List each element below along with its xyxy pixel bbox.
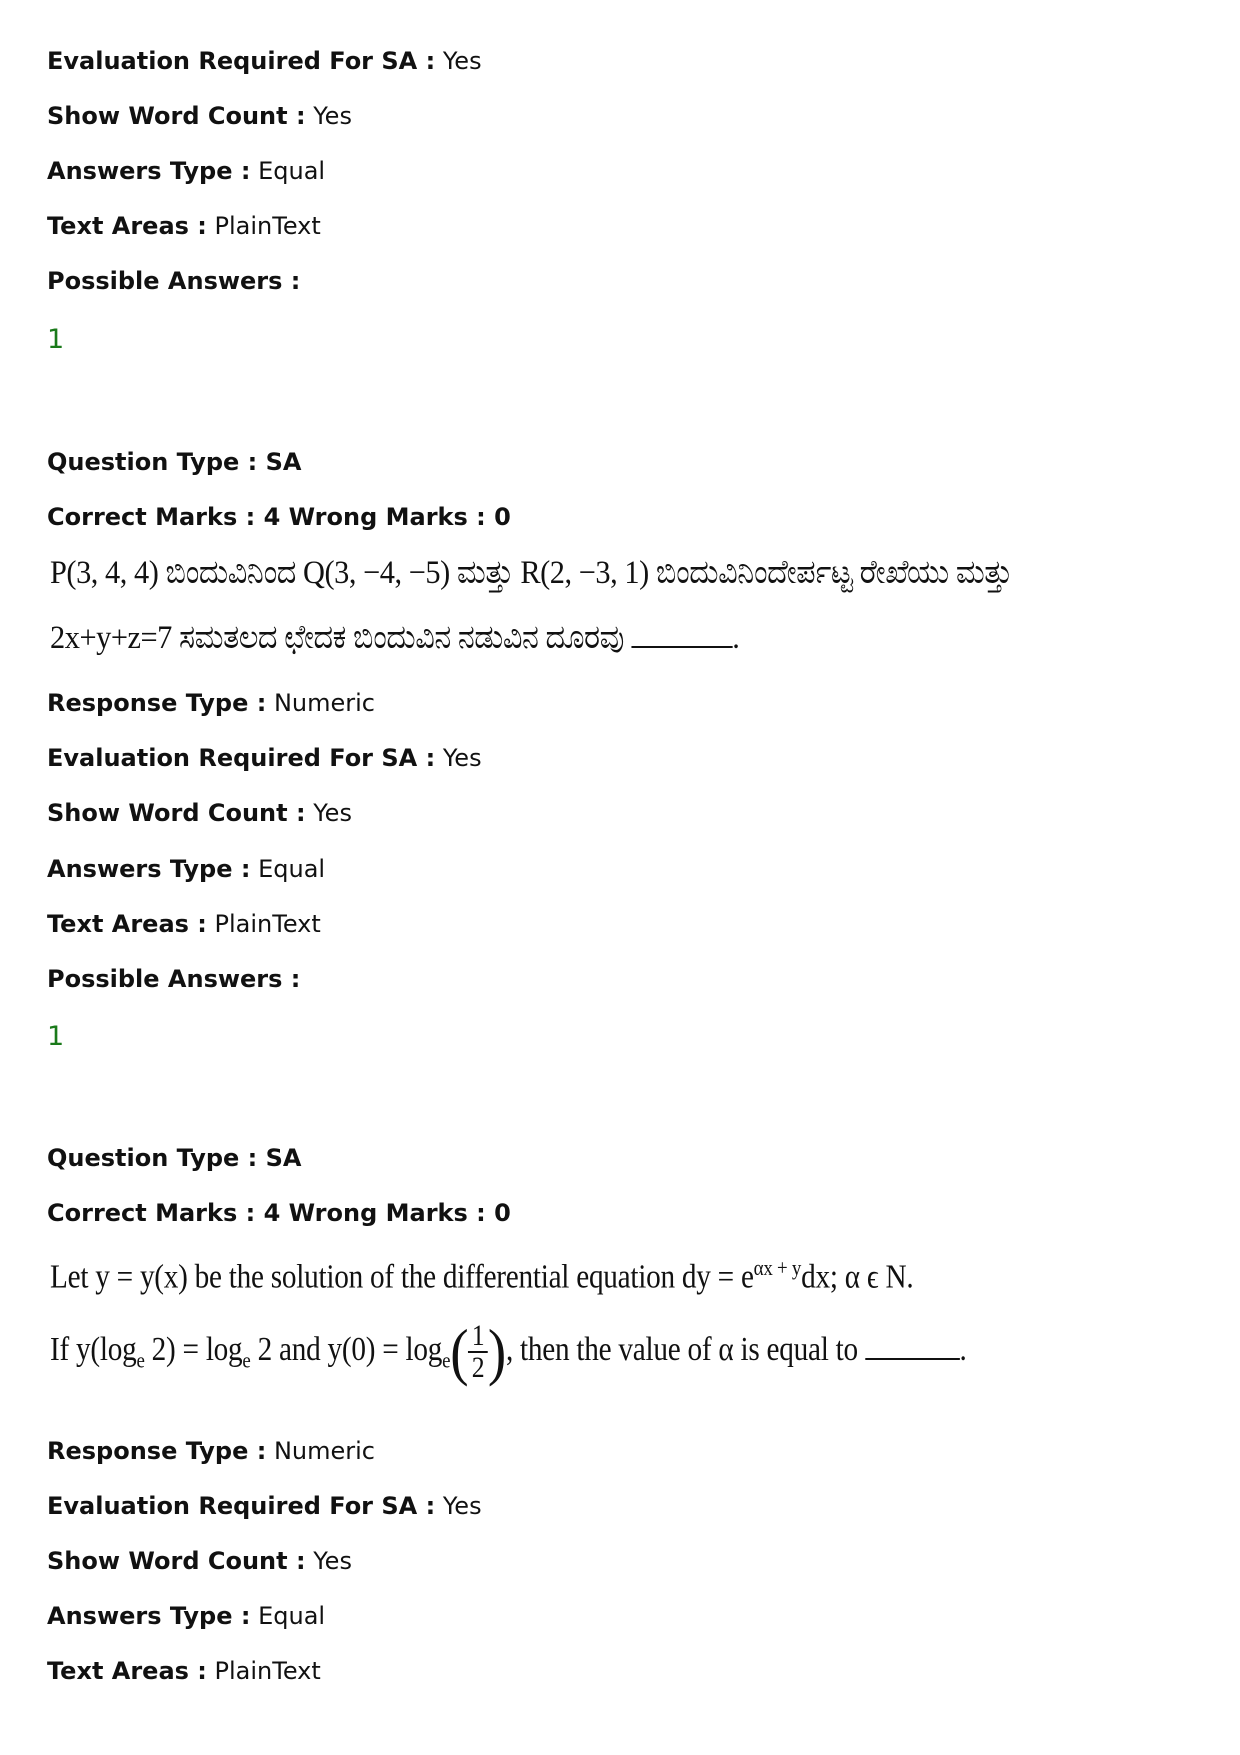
subscript: e (242, 1347, 251, 1373)
field-label: Text Areas : (47, 1657, 207, 1685)
question-text-line-1 (50, 1255, 913, 1296)
field-label: Evaluation Required For SA : (47, 744, 436, 772)
field-value: Yes (313, 799, 352, 827)
field-value: Equal (258, 1602, 326, 1630)
evaluation-required-row (47, 1491, 482, 1521)
show-word-count-row (47, 1546, 352, 1576)
subscript: e (442, 1347, 451, 1373)
right-paren: ) (487, 1316, 506, 1387)
field-value: Yes (313, 1547, 352, 1575)
response-type-row (47, 688, 375, 718)
field-label: Answers Type : (47, 157, 251, 185)
field-value: PlainText (214, 212, 321, 240)
answer-blank (631, 622, 732, 648)
field-label: Show Word Count : (47, 799, 306, 827)
field-label: Answers Type : (47, 1602, 251, 1630)
evaluation-required-row (47, 743, 482, 773)
field-value: Equal (258, 157, 326, 185)
possible-answers-row (47, 964, 300, 994)
fraction-denominator: 2 (471, 1351, 485, 1384)
question-text: 2x+y+z=7 ಸಮತಲದ ಛೇದಕ ಬಿಂದುವಿನ ನಡುವಿನ ದೂರವು (50, 620, 624, 656)
marks: Correct Marks : 4 Wrong Marks : 0 (47, 1199, 511, 1227)
field-value: PlainText (214, 1657, 321, 1685)
field-value: Numeric (273, 689, 375, 717)
field-value: Yes (442, 744, 482, 772)
question-text: , then the value of α is equal to (505, 1330, 858, 1368)
field-label: Possible Answers : (47, 965, 301, 993)
field-label: Text Areas : (47, 910, 207, 938)
possible-answer: 1 (47, 324, 65, 355)
question-type: Question Type : SA (47, 1144, 302, 1172)
question-text: dx; α ϵ N. (801, 1258, 914, 1296)
fraction (468, 1321, 488, 1383)
question-type-row (47, 1143, 301, 1173)
answers-type-row (47, 1601, 325, 1631)
field-label: Show Word Count : (47, 102, 306, 130)
question-text: If y(log (50, 1330, 137, 1368)
question-text: 2 and y(0) = log (250, 1330, 443, 1368)
question-text-line-2: If $y(\log_e$ $2) = \log_e 2$ and $y(0) = \log_e$( $\frac{1}{2}$ ), then the value of α is equal to . (50, 1316, 967, 1387)
possible-answer: 1 (47, 1021, 65, 1052)
show-word-count-row (47, 101, 352, 131)
field-label: Response Type : (47, 1437, 267, 1465)
field-value: Yes (442, 47, 482, 75)
exponent: αx + y (753, 1255, 802, 1280)
question-text-line-2: 2x+y+z=7 ಸಮತಲದ ಛೇದಕ ಬಿಂದುವಿನ ನಡುವಿನ ದೂರವು . (50, 620, 740, 656)
answer-blank (865, 1334, 960, 1360)
question-text: 2) = log (144, 1330, 243, 1368)
field-value: Yes (442, 1492, 482, 1520)
question-type: Question Type : SA (47, 448, 302, 476)
response-type-row (47, 1436, 375, 1466)
field-value: PlainText (214, 910, 321, 938)
text-areas-row (47, 211, 321, 241)
field-value: Numeric (273, 1437, 375, 1465)
text-areas-row (47, 1656, 321, 1686)
field-value: Yes (313, 102, 352, 130)
possible-answers-row (47, 266, 300, 296)
subscript: e (136, 1347, 145, 1373)
left-paren: ( (450, 1316, 469, 1387)
field-label: Show Word Count : (47, 1547, 306, 1575)
fraction-numerator: 1 (468, 1321, 488, 1353)
field-label: Evaluation Required For SA : (47, 47, 436, 75)
answers-type-row (47, 156, 325, 186)
marks-row (47, 1198, 511, 1228)
field-label: Answers Type : (47, 855, 251, 883)
field-label: Possible Answers : (47, 267, 301, 295)
answers-type-row (47, 854, 325, 884)
evaluation-required-row (47, 46, 482, 76)
field-label: Text Areas : (47, 212, 207, 240)
marks: Correct Marks : 4 Wrong Marks : 0 (47, 503, 511, 531)
question-type-row (47, 447, 301, 477)
field-label: Response Type : (47, 689, 267, 717)
field-label: Evaluation Required For SA : (47, 1492, 436, 1520)
question-text-line-1: P(3, 4, 4) ಬಿಂದುವಿನಿಂದ Q(3, −4, −5) ಮತ್ತು R(2, −3, 1) ಬಿಂದುವಿನಿಂದೇರ್ಪಟ್ಟ ರೇಖೆಯು ಮತ್ತು (50, 555, 1013, 591)
question-text: Let y = y(x) be the solution of the differential equation dy = e (50, 1258, 754, 1296)
show-word-count-row (47, 798, 352, 828)
marks-row (47, 502, 511, 532)
text-areas-row (47, 909, 321, 939)
field-value: Equal (258, 855, 326, 883)
